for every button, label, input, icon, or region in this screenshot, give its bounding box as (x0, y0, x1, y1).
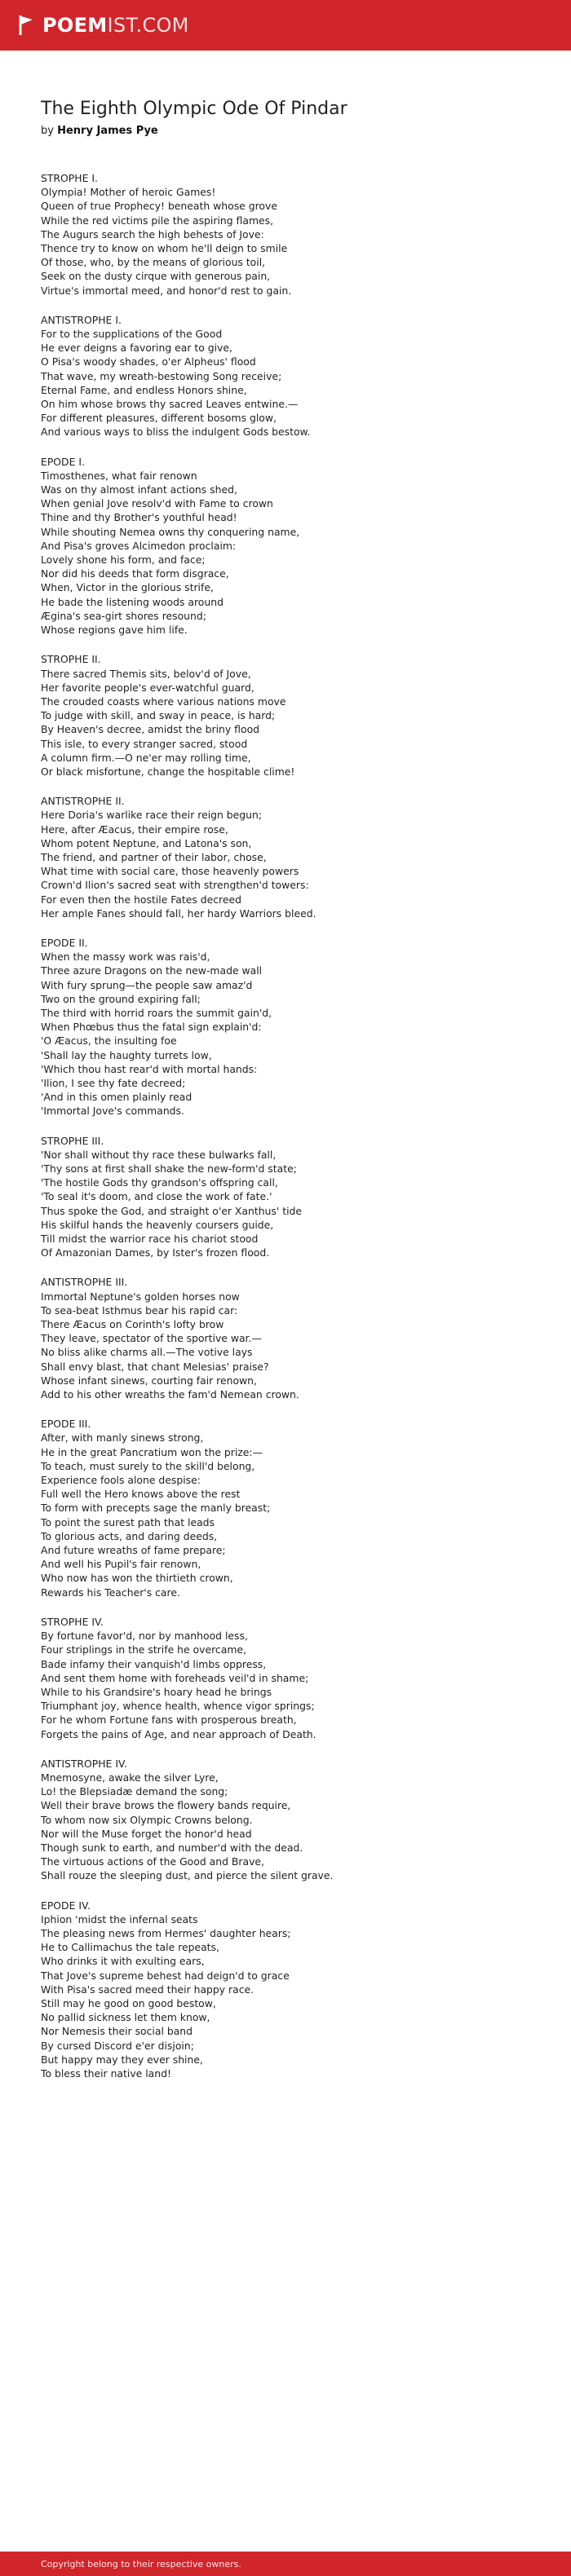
poem-line: To whom now six Olympic Crowns belong. (41, 1813, 253, 1826)
poem-line: And sent them home with foreheads veil'd in shame; (41, 1671, 309, 1684)
poem-line: Her favorite people's ever-watchful guard, (41, 681, 255, 694)
poem-line: 'To seal it's doom, and close the work of fate.' (41, 1190, 272, 1203)
poem-line: To teach, must surely to the skill'd belong, (41, 1459, 255, 1472)
poem-line: Till midst the warrior race his chariot stood (41, 1233, 259, 1246)
poem-line: There sacred Themis sits, belov'd of Jove, (41, 667, 251, 680)
poem-line: Virtue's immortal meed, and honor'd rest to gain. (41, 284, 292, 297)
poem-line: Of Amazonian Dames, by Ister's frozen flood. (41, 1246, 270, 1259)
poem-line: 'The hostile Gods thy grandson's offspring call, (41, 1176, 278, 1189)
poem-line: Or black misfortune, change the hospitable clime! (41, 765, 295, 778)
stanza (41, 1899, 547, 2081)
poem-line: Thus spoke the God, and straight o'er Xanthus' tide (41, 1204, 303, 1217)
poem-line: Ægina's sea-girt shores resound; (41, 609, 206, 622)
poem-line: 'Which thou hast rear'd with mortal hands: (41, 1062, 258, 1075)
poem-line: For even then the hostile Fates decreed (41, 893, 241, 906)
poem-line: This isle, to every stranger sacred, stood (41, 737, 248, 750)
stanza-heading: STROPHE IV. (41, 1615, 104, 1628)
stanza-heading: EPODE III. (41, 1418, 91, 1431)
byline (41, 124, 547, 139)
poem-line: Still may he good on good bestow, (41, 1996, 216, 2009)
stanza (41, 1615, 547, 1741)
poem-line: What time with social care, those heavenly powers (41, 865, 299, 878)
stanza (41, 313, 547, 439)
poem-line: He to Callimachus the tale repeats, (41, 1941, 219, 1954)
poem-line: That wave, my wreath-bestowing Song receive; (41, 369, 282, 382)
stanza-heading: EPODE I. (41, 455, 85, 468)
poem-line: Nor Nemesis their social band (41, 2025, 193, 2038)
flag-icon (18, 15, 34, 36)
poem-line: When the massy work was rais'd, (41, 951, 210, 964)
poem-line: Rewards his Teacher's care. (41, 1586, 180, 1599)
logo-text (42, 14, 189, 37)
poem-line: 'Thy sons at first shall shake the new-form'd state; (41, 1162, 297, 1175)
poem-line: Of those, who, by the means of glorious toil, (41, 256, 266, 269)
poem-line: Mnemosyne, awake the silver Lyre, (41, 1771, 219, 1784)
poem-line: Was on thy almost infant actions shed, (41, 483, 237, 496)
poem-line: Lovely shone his form, and face; (41, 554, 206, 567)
poem-line: And various ways to bliss the indulgent Gods bestow. (41, 426, 311, 439)
poem-line: He in the great Pancratium won the prize:— (41, 1445, 263, 1458)
poem-line: There Æacus on Corinth's lofty brow (41, 1318, 224, 1331)
poem-line: The third with horrid roars the summit gain'd, (41, 1006, 272, 1019)
poem-line: To point the surest path that leads (41, 1515, 215, 1528)
poem-line: Here, after Æacus, their empire rose, (41, 823, 228, 836)
stanza-heading: ANTISTROPHE I. (41, 313, 122, 326)
poem-line: Timosthenes, what fair renown (41, 469, 197, 482)
stanza (41, 936, 547, 1118)
poem-line: By Heaven's decree, amidst the briny flood (41, 723, 260, 736)
poem-line: The Augurs search the high behests of Jove: (41, 227, 264, 240)
poem-line: Immortal Neptune's golden horses now (41, 1290, 240, 1303)
stanza-heading: STROPHE II. (41, 653, 101, 666)
poem-line: The friend, and partner of their labor, chose, (41, 850, 267, 863)
stanza (41, 1134, 547, 1260)
poem-line: With fury sprung—the people saw amaz'd (41, 978, 253, 991)
poem-line: The virtuous actions of the Good and Brave, (41, 1855, 264, 1868)
poem-line: His skilful hands the heavenly coursers guide, (41, 1218, 274, 1231)
poem-line: When, Victor in the glorious strife, (41, 581, 214, 594)
stanza (41, 652, 547, 779)
poem-line: While shouting Nemea owns thy conquering name, (41, 525, 300, 538)
site-footer (0, 2552, 571, 2576)
stanza-heading: STROPHE I. (41, 172, 98, 184)
poem-line: Shall rouze the sleeping dust, and pierce the silent grave. (41, 1869, 334, 1882)
poem-content (41, 98, 547, 2096)
poem-title: The Eighth Olympic Ode Of Pindar (41, 99, 347, 119)
stanza (41, 1417, 547, 1599)
poem-line: Olympia! Mother of heroic Games! (41, 186, 216, 199)
stanza (41, 1275, 547, 1401)
stanza-heading: ANTISTROPHE IV. (41, 1757, 127, 1770)
poem-line: 'Ilion, I see thy fate decreed; (41, 1076, 186, 1089)
poem-line: Though sunk to earth, and number'd with the dead. (41, 1841, 303, 1854)
poem-line: He ever deigns a favoring ear to give, (41, 342, 232, 355)
poem-line: But happy may they ever shine, (41, 2053, 203, 2066)
poem-line: To judge with skill, and sway in peace, is hard; (41, 709, 276, 722)
poem-line: After, with manly sinews strong, (41, 1431, 204, 1445)
poem-line: Nor did his deeds that form disgrace, (41, 567, 229, 580)
poem-line: Shall envy blast, that chant Melesias' praise? (41, 1360, 269, 1373)
poem-line: 'And in this omen plainly read (41, 1091, 193, 1104)
stanza-heading: ANTISTROPHE II. (41, 795, 125, 808)
byline-prefix: by (41, 125, 54, 137)
poem-body (41, 171, 547, 2080)
stanza (41, 1757, 547, 1883)
poem-line: With Pisa's sacred meed their happy race. (41, 1983, 255, 1996)
poem-line: On him whose brows thy sacred Leaves entwine.— (41, 398, 299, 411)
poem-line: Well their brave brows the flowery bands require, (41, 1799, 291, 1812)
poem-line: 'Nor shall without thy race these bulwarks fall, (41, 1148, 277, 1161)
poem-line: Two on the ground expiring fall; (41, 992, 201, 1005)
poem-line: Her ample Fanes should fall, her hardy Warriors bleed. (41, 906, 316, 920)
stanza-heading: EPODE II. (41, 936, 88, 949)
poem-line: Whom potent Neptune, and Latona's son, (41, 836, 252, 849)
poem-line: Who now has won the thirtieth crown, (41, 1572, 233, 1585)
poem-line: While the red victims pile the aspiring flames, (41, 214, 274, 227)
copyright-text: Copyright belong to their respective owners. (41, 2558, 241, 2569)
poem-line: O Pisa's woody shades, o'er Alpheus' flood (41, 355, 256, 368)
stanza (41, 794, 547, 920)
poem-line: To bless their native land! (41, 2067, 171, 2080)
poem-line: No bliss alike charms all.—The votive lays (41, 1346, 253, 1359)
poem-line: Seek on the dusty cirque with generous pain, (41, 270, 271, 283)
poem-line: No pallid sickness let them know, (41, 2011, 210, 2024)
poem-line: By cursed Discord e'er disjoin; (41, 2039, 194, 2052)
poem-line: Crown'd Ilion's sacred seat with strengthen'd towers: (41, 879, 309, 892)
poem-line: The crouded coasts where various nations move (41, 695, 286, 708)
poem-line: Full well the Hero knows above the rest (41, 1488, 241, 1501)
poem-line: Three azure Dragons on the new-made wall (41, 964, 263, 977)
site-logo[interactable] (18, 14, 189, 37)
poem-line: Experience fools alone despise: (41, 1474, 201, 1487)
poem-line: The pleasing news from Hermes' daughter hears; (41, 1926, 291, 1939)
poem-line: By fortune favor'd, nor by manhood less, (41, 1630, 248, 1643)
poem-line: Whose infant sinews, courting fair renown, (41, 1374, 257, 1387)
poem-line: When genial Jove resolv'd with Fame to crown (41, 497, 273, 510)
poem-line: Four striplings in the strife he overcame, (41, 1643, 246, 1656)
poem-line: Add to his other wreaths the fam'd Nemean crown. (41, 1388, 299, 1401)
poem-line: For different pleasures, different bosoms glow, (41, 412, 277, 425)
poem-line: A column firm.—O ne'er may rolling time, (41, 751, 251, 764)
logo-text-light: IST.COM (107, 14, 189, 37)
poem-line: Nor will the Muse forget the honor'd head (41, 1827, 252, 1840)
author-link[interactable]: Henry James Pye (57, 125, 158, 137)
poem-line: Eternal Fame, and endless Honors shine, (41, 383, 247, 396)
poem-line: Iphion 'midst the infernal seats (41, 1912, 198, 1925)
poem-line: And Pisa's groves Alcimedon proclaim: (41, 539, 237, 552)
stanza-heading: ANTISTROPHE III. (41, 1276, 128, 1289)
poem-line: Forgets the pains of Age, and near approach of Death. (41, 1727, 316, 1740)
poem-line: For to the supplications of the Good (41, 328, 223, 341)
poem-line: 'Shall lay the haughty turrets low, (41, 1048, 212, 1061)
poem-line: And future wreaths of fame prepare; (41, 1544, 226, 1557)
poem-line: Whose regions gave him life. (41, 624, 188, 637)
stanza-heading: STROPHE III. (41, 1134, 104, 1147)
poem-line: Thine and thy Brother's youthful head! (41, 511, 237, 524)
poem-line: When Phœbus thus the fatal sign explain'd: (41, 1021, 262, 1034)
poem-line: To glorious acts, and daring deeds, (41, 1529, 218, 1542)
site-header (0, 0, 571, 51)
poem-line: Here Doria's warlike race their reign begun; (41, 809, 263, 822)
poem-line: 'O Æacus, the insulting foe (41, 1034, 177, 1048)
poem-line: And well his Pupil's fair renown, (41, 1558, 201, 1571)
poem-line: 'Immortal Jove's commands. (41, 1105, 184, 1118)
poem-line: That Jove's supreme behest had deign'd to grace (41, 1969, 290, 1982)
poem-line: Queen of true Prophecy! beneath whose grove (41, 200, 277, 213)
poem-line: To sea-beat Isthmus bear his rapid car: (41, 1303, 238, 1317)
stanza (41, 171, 547, 298)
poem-line: Bade infamy their vanquish'd limbs oppress, (41, 1657, 267, 1670)
poem-line: While to his Grandsire's hoary head he brings (41, 1685, 272, 1698)
stanza (41, 455, 547, 637)
poem-line: Triumphant joy, whence health, whence vigor springs; (41, 1700, 315, 1713)
poem-line: To form with precepts sage the manly breast; (41, 1502, 271, 1515)
poem-line: For he whom Fortune fans with prosperous breath, (41, 1714, 297, 1727)
logo-text-bold: POEM (42, 14, 108, 37)
poem-line: Thence try to know on whom he'll deign to smile (41, 242, 288, 255)
stanza-heading: EPODE IV. (41, 1899, 91, 1912)
poem-line: Lo! the Blepsiadæ demand the song; (41, 1785, 228, 1798)
poem-line: He bade the listening woods around (41, 595, 224, 608)
poem-line: Who drinks it with exulting ears, (41, 1955, 205, 1968)
poem-line: They leave, spectator of the sportive war.— (41, 1332, 262, 1345)
